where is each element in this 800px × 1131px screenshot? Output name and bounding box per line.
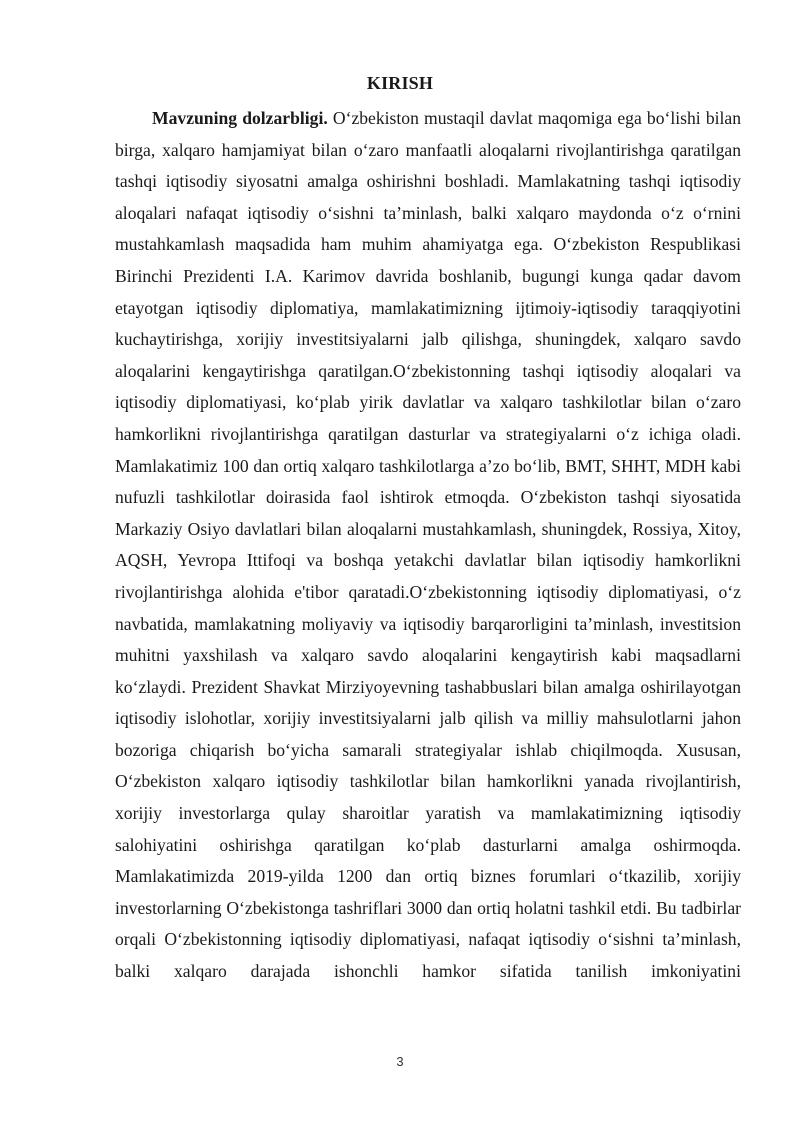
page-number: 3 bbox=[396, 1054, 404, 1069]
body-paragraph bbox=[115, 103, 741, 988]
lead-phrase: Mavzuning dolzarbligi. bbox=[152, 108, 328, 128]
paragraph-text: O‘zbekiston mustaqil davlat maqomiga ega bo‘lishi bilan birga, xalqaro hamjamiyat bilan o‘zaro manfaatli aloqalarni rivojlantirishga qaratilgan tashqi iqtisodiy siyosatni amalga oshirishni boshladi. Mamlakatning tashqi iqtisodiy aloqalari nafaqat iqtisodiy o‘sishni ta’minlash, balki xalqaro maydonda o‘z o‘rnini mustahkamlash maqsadida ham muhim ahamiyatga ega. O‘zbekiston Respublikasi Birinchi Prezidenti I.A. Karimov davrida boshlanib, bugungi kunga qadar davom etayotgan iqtisodiy diplomatiya, mamlakatimizning ijtimoiy-iqtisodiy taraqqiyotini kuchaytirishga, xorijiy investitsiyalarni jalb qilishga, shuningdek, xalqaro savdo aloqalarini kengaytirishga qaratilgan.O‘zbekistonning tashqi iqtisodiy aloqalari va iqtisodiy diplomatiyasi, ko‘plab yirik davlatlar va xalqaro tashkilotlar bilan o‘zaro hamkorlikni rivojlantirishga qaratilgan dasturlar va strategiyalarni o‘z ichiga oladi. Mamlakatimiz 100 dan ortiq xalqaro tashkilotlarga a’zo bo‘lib, BMT, SHHT, MDH kabi nufuzli tashkilotlar doirasida faol ishtirok etmoqda. O‘zbekiston tashqi siyosatida Markaziy Osiyo davlatlari bilan aloqalarni mustahkamlash, shuningdek, Rossiya, Xitoy, AQSH, Yevropa Ittifoqi va boshqa yetakchi davlatlar bilan iqtisodiy hamkorlikni rivojlantirishga alohida e'tibor qaratadi.O‘zbekistonning iqtisodiy diplomatiyasi, o‘z navbatida, mamlakatning moliyaviy va iqtisodiy barqarorligini ta’minlash, investitsion muhitni yaxshilash va xalqaro savdo aloqalarini kengaytirish kabi maqsadlarni ko‘zlaydi. Prezident Shavkat Mirziyoyevning tashabbuslari bilan amalga oshirilayotgan iqtisodiy islohotlar, xorijiy investitsiyalarni jalb qilish va milliy mahsulotlarni jahon bozoriga chiqarish bo‘yicha samarali strategiyalar ishlab chiqilmoqda. Xususan, O‘zbekiston xalqaro iqtisodiy tashkilotlar bilan hamkorlikni yanada rivojlantirish, xorijiy investorlarga qulay sharoitlar yaratish va mamlakatimizning iqtisodiy salohiyatini oshirishga qaratilgan ko‘plab dasturlarni amalga oshirmoqda. Mamlakatimizda 2019-yilda 1200 dan ortiq biznes forumlari o‘tkazilib, xorijiy investorlarning O‘zbekistonga tashriflari 3000 dan ortiq holatni tashkil etdi. Bu tadbirlar orqali O‘zbekistonning iqtisodiy diplomatiyasi, nafaqat iqtisodiy o‘sishni ta’minlash, balki xalqaro darajada ishonchli hamkor sifatida tanilish imkoniyatini bbox=[115, 108, 741, 982]
section-heading: KIRISH bbox=[366, 73, 434, 93]
